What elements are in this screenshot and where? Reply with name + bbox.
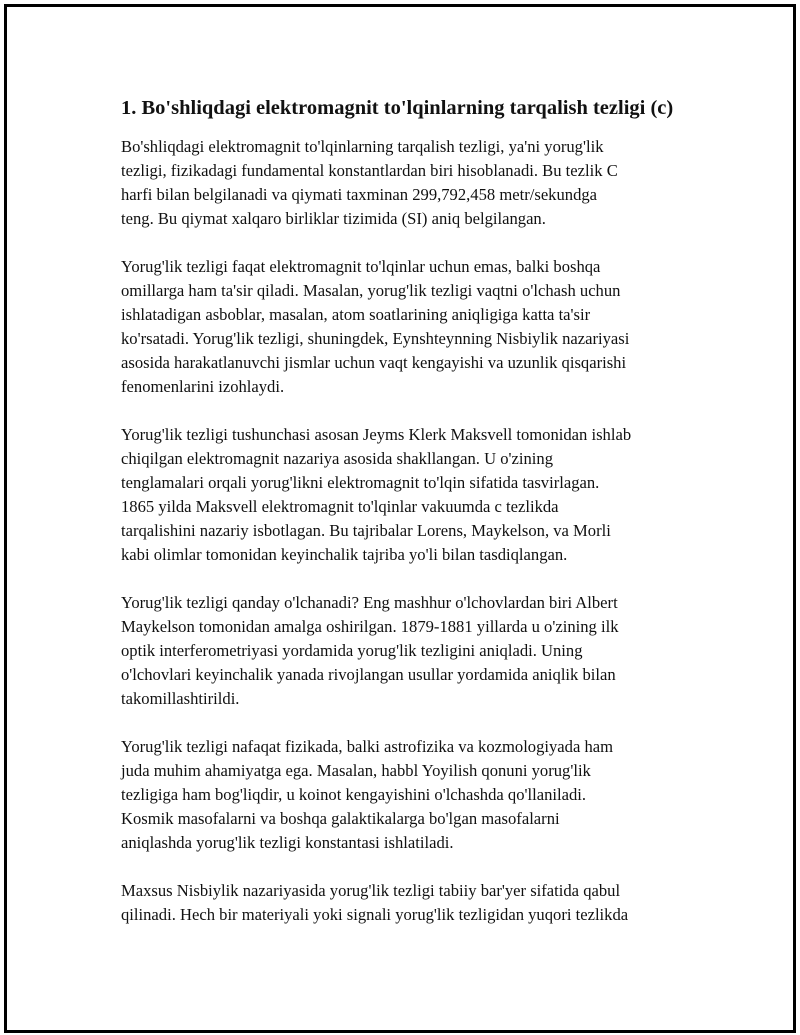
text-line: aniqlashda yorug'lik tezligi konstantasi ishlatiladi. <box>121 833 454 852</box>
document-body <box>121 95 701 951</box>
text-line: Kosmik masofalarni va boshqa galaktikalarga bo'lgan masofalarni <box>121 809 560 828</box>
paragraph-6 <box>121 879 701 927</box>
text-line: tezligiga ham bog'liqdir, u koinot kengayishini o'lchashda qo'llaniladi. <box>121 785 587 804</box>
text-line: omillarga ham ta'sir qiladi. Masalan, yorug'lik tezligi vaqtni o'lchash uchun <box>121 281 621 300</box>
text-line: optik interferometriyasi yordamida yorug'lik tezligini aniqladi. Uning <box>121 641 583 660</box>
text-line: asosida harakatlanuvchi jismlar uchun vaqt kengayishi va uzunlik qisqarishi <box>121 353 627 372</box>
text-line: ishlatadigan asboblar, masalan, atom soatlarining aniqligiga katta ta'sir <box>121 305 591 324</box>
text-line: teng. Bu qiymat xalqaro birliklar tizimida (SI) aniq belgilangan. <box>121 209 546 228</box>
text-line: juda muhim ahamiyatga ega. Masalan, habbl Yoyilish qonuni yorug'lik <box>121 761 591 780</box>
text-line: tarqalishini nazariy isbotlagan. Bu tajribalar Lorens, Maykelson, va Morli <box>121 521 611 540</box>
text-line: Yorug'lik tezligi tushunchasi asosan Jeyms Klerk Maksvell tomonidan ishlab <box>121 425 632 444</box>
text-line: Yorug'lik tezligi qanday o'lchanadi? Eng mashhur o'lchovlardan biri Albert <box>121 593 618 612</box>
text-line: tezligi, fizikadagi fundamental konstantlardan biri hisoblanadi. Bu tezlik C <box>121 161 618 180</box>
text-line: Yorug'lik tezligi faqat elektromagnit to'lqinlar uchun emas, balki boshqa <box>121 257 601 276</box>
text-line: tenglamalari orqali yorug'likni elektromagnit to'lqin sifatida tasvirlagan. <box>121 473 600 492</box>
paragraph-3 <box>121 423 701 567</box>
text-line: harfi bilan belgilanadi va qiymati taxminan 299,792,458 metr/sekundga <box>121 185 598 204</box>
document-title: 1. Bo'shliqdagi elektromagnit to'lqinlarning tarqalish tezligi (c) <box>121 97 674 119</box>
text-line: Maxsus Nisbiylik nazariyasida yorug'lik tezligi tabiiy bar'yer sifatida qabul <box>121 881 621 900</box>
paragraph-4 <box>121 591 701 711</box>
text-line: Bo'shliqdagi elektromagnit to'lqinlarning tarqalish tezligi, ya'ni yorug'lik <box>121 137 604 156</box>
document-page <box>4 4 796 1033</box>
paragraph-5 <box>121 735 701 855</box>
paragraph-1 <box>121 135 701 231</box>
text-line: o'lchovlari keyinchalik yanada rivojlangan usullar yordamida aniqlik bilan <box>121 665 616 684</box>
text-line: chiqilgan elektromagnit nazariya asosida shakllangan. U o'zining <box>121 449 553 468</box>
text-line: Yorug'lik tezligi nafaqat fizikada, balki astrofizika va kozmologiyada ham <box>121 737 614 756</box>
text-line: qilinadi. Hech bir materiyali yoki signali yorug'lik tezligidan yuqori tezlikda <box>121 905 629 924</box>
text-line: fenomenlarini izohlaydi. <box>121 377 285 396</box>
paragraph-2 <box>121 255 701 399</box>
text-line: takomillashtirildi. <box>121 689 240 708</box>
text-line: ko'rsatadi. Yorug'lik tezligi, shuningdek, Eynshteynning Nisbiylik nazariyasi <box>121 329 630 348</box>
text-line: kabi olimlar tomonidan keyinchalik tajriba yo'li bilan tasdiqlangan. <box>121 545 568 564</box>
text-line: 1865 yilda Maksvell elektromagnit to'lqinlar vakuumda c tezlikda <box>121 497 559 516</box>
text-line: Maykelson tomonidan amalga oshirilgan. 1879-1881 yillarda u o'zining ilk <box>121 617 619 636</box>
